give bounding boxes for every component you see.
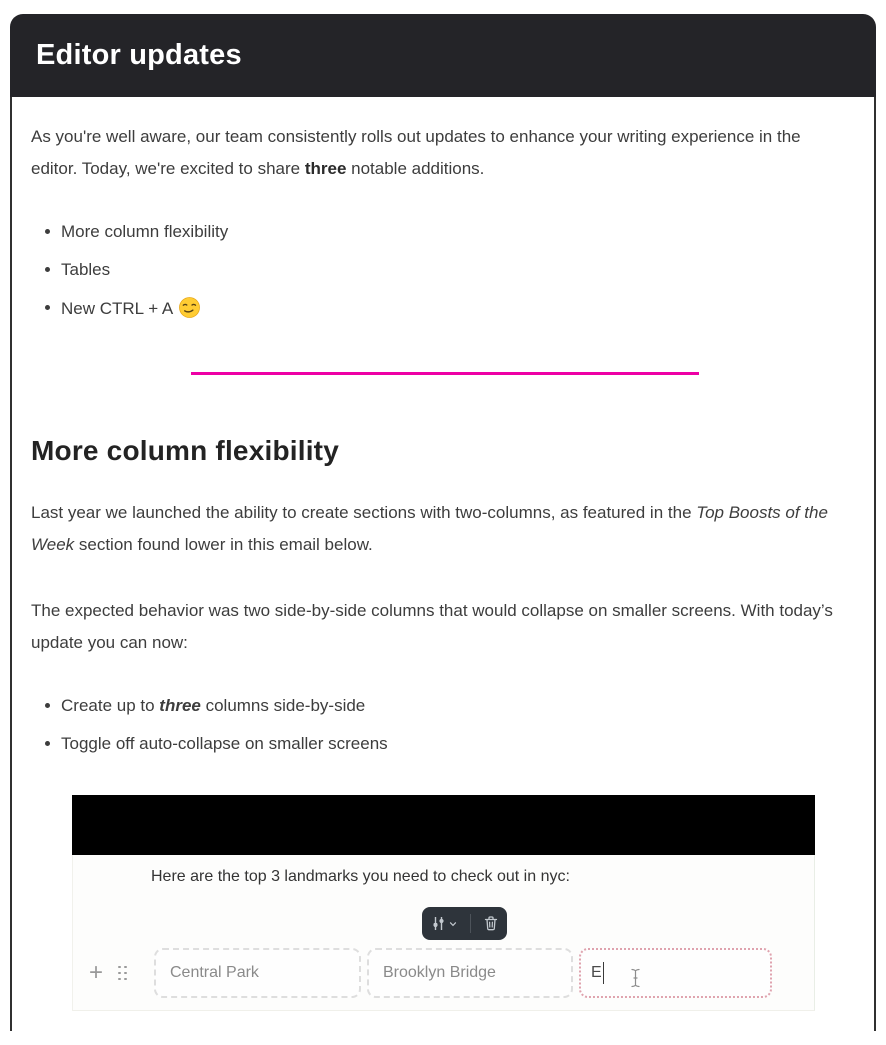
column-text: Brooklyn Bridge xyxy=(383,964,496,982)
column-row xyxy=(73,948,814,998)
update-list xyxy=(31,695,847,755)
redacted-black-bar xyxy=(72,795,815,855)
editor-demo-screenshot xyxy=(72,795,815,1011)
list-item-label: New CTRL + A xyxy=(61,299,173,318)
column-text: Central Park xyxy=(170,964,259,982)
bold-italic-text: three xyxy=(159,696,201,715)
paragraph-text: Last year we launched the ability to create sections with two-columns, as featured in the xyxy=(31,503,696,522)
paragraph-text-after: section found lower in this email below. xyxy=(74,535,373,554)
column-width-sliders-icon xyxy=(430,915,447,932)
list-item-label: Tables xyxy=(61,260,110,279)
page-title: Editor updates xyxy=(36,39,242,72)
email-header xyxy=(10,14,876,97)
list-item-label: More column flexibility xyxy=(61,222,228,241)
column-toolbar xyxy=(422,907,507,940)
column-input-3-active[interactable] xyxy=(579,948,772,998)
chevron-down-icon xyxy=(449,920,457,928)
bullet-dot xyxy=(45,229,50,234)
toolbar-divider xyxy=(470,914,471,933)
text-caret xyxy=(603,962,605,984)
bullet-dot xyxy=(45,267,50,272)
smirking-face-emoji-icon xyxy=(179,297,200,318)
editor-canvas xyxy=(72,855,815,1011)
email-card xyxy=(10,14,876,1031)
add-block-button[interactable]: + xyxy=(87,964,105,982)
section-paragraph-1 xyxy=(31,497,847,561)
list-item-text: Create up to xyxy=(61,696,159,715)
bullet-dot xyxy=(45,305,50,310)
column-input-1[interactable] xyxy=(154,948,361,998)
feature-list xyxy=(31,221,847,320)
trash-icon xyxy=(483,915,499,932)
list-item-text-after: columns side-by-side xyxy=(201,696,365,715)
column-width-settings-button[interactable] xyxy=(430,915,457,932)
section-divider xyxy=(191,372,699,375)
drag-handle-icon[interactable] xyxy=(118,966,127,981)
list-item-label: Toggle off auto-collapse on smaller screens xyxy=(61,734,388,753)
section-paragraph-2: The expected behavior was two side-by-side columns that would collapse on smaller screens. With today’s update you can now: xyxy=(31,595,847,659)
list-item-three-columns xyxy=(31,695,847,717)
delete-columns-button[interactable] xyxy=(483,915,499,932)
intro-bold-text: three xyxy=(305,159,347,178)
list-item-ctrl-a xyxy=(31,297,847,320)
bullet-dot xyxy=(45,703,50,708)
email-body xyxy=(10,97,876,1031)
column-text: E xyxy=(591,964,602,982)
column-input-2[interactable] xyxy=(367,948,573,998)
demo-caption-text: Here are the top 3 landmarks you need to check out in nyc: xyxy=(73,855,814,886)
italic-text: Top Boosts of the Week xyxy=(31,503,828,554)
bullet-dot xyxy=(45,741,50,746)
intro-paragraph xyxy=(31,121,847,185)
ibeam-mouse-cursor-icon xyxy=(630,968,641,988)
list-item-tables xyxy=(31,259,847,281)
list-item-columns xyxy=(31,221,847,243)
list-item-toggle-collapse xyxy=(31,733,847,755)
section-heading: More column flexibility xyxy=(31,433,847,469)
intro-text-after: notable additions. xyxy=(346,159,484,178)
intro-text: As you're well aware, our team consistently rolls out updates to enhance your writing experience in the editor. Today, we're excited to share xyxy=(31,127,801,178)
